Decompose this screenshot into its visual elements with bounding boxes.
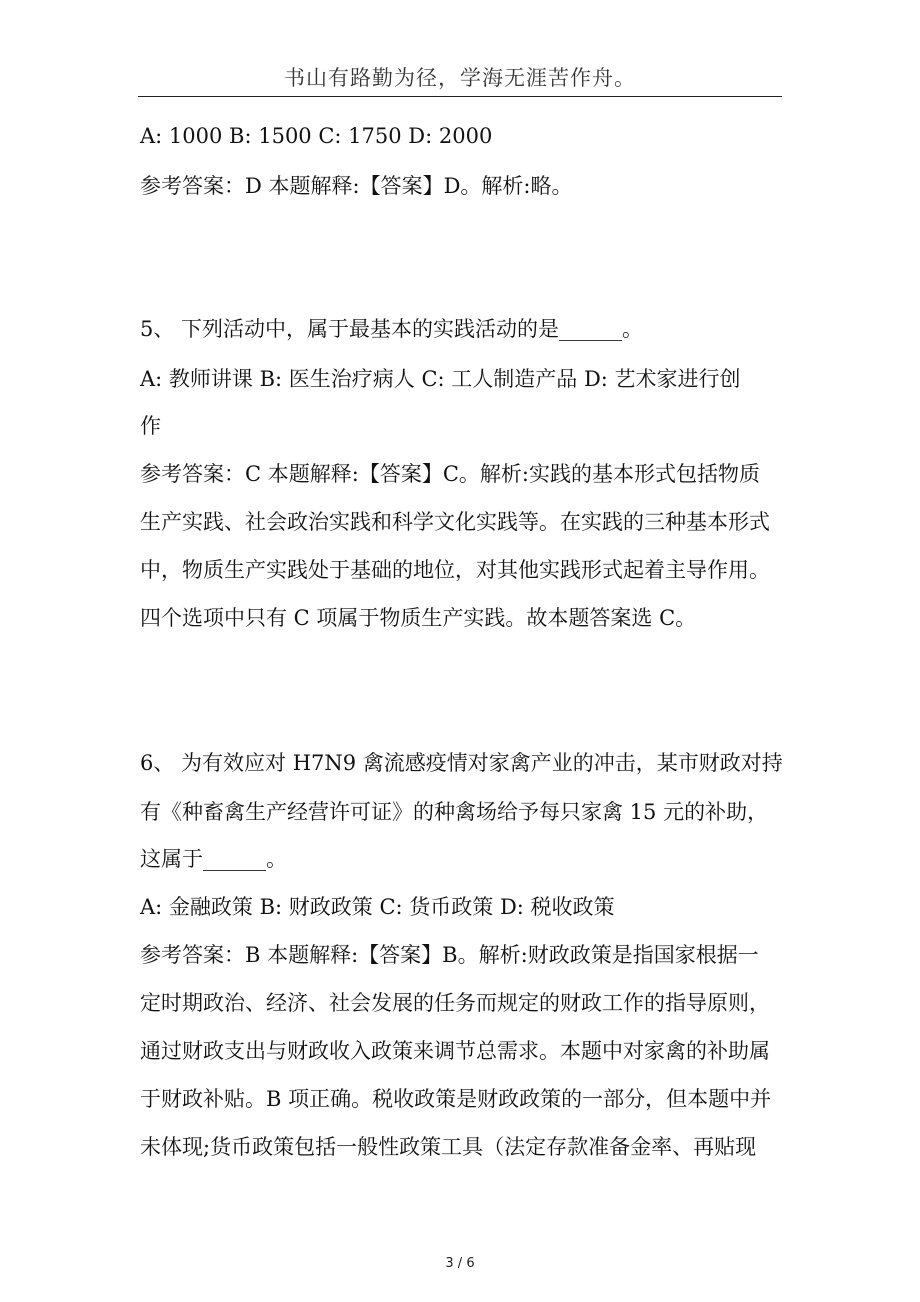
q5-options-line1: A: 教师讲课 B: 医生治疗病人 C: 工人制造产品 D: 艺术家进行创 <box>140 367 741 391</box>
header-divider <box>138 96 782 97</box>
q5-answer-line: 四个选项中只有 C 项属于物质生产实践。故本题答案选 C。 <box>140 606 697 630</box>
q6-answer-line: 通过财政支出与财政收入政策来调节总需求。本题中对家禽的补助属 <box>140 1039 770 1063</box>
q6-answer-line: 参考答案：B 本题解释:【答案】B。解析:财政政策是指国家根据一 <box>140 943 759 967</box>
q5-options-line2: 作 <box>140 414 161 438</box>
q5-answer-line: 参考答案：C 本题解释:【答案】C。解析:实践的基本形式包括物质 <box>140 462 760 486</box>
q6-answer-line: 定时期政治、经济、社会发展的任务而规定的财政工作的指导原则， <box>140 991 770 1015</box>
q6-question-line: 有《种畜禽生产经营许可证》的种禽场给予每只家禽 15 元的补助， <box>140 800 769 824</box>
page-number: 3 / 6 <box>445 1256 475 1271</box>
q6-answer-line: 未体现;货币政策包括一般性政策工具（法定存款准备金率、再贴现 <box>140 1135 757 1159</box>
q6-options: A: 金融政策 B: 财政政策 C: 货币政策 D: 税收政策 <box>140 895 615 919</box>
q5-answer-line: 生产实践、社会政治实践和科学文化实践等。在实践的三种基本形式 <box>140 510 770 534</box>
q5-question: 5、 下列活动中，属于最基本的实践活动的是______。 <box>140 317 644 341</box>
q6-answer-line: 于财政补贴。B 项正确。税收政策是财政政策的一部分，但本题中并 <box>140 1087 772 1111</box>
q6-question-line: 6、 为有效应对 H7N9 禽流感疫情对家禽产业的冲击，某市财政对持 <box>140 751 783 775</box>
q4-answer: 参考答案：D 本题解释:【答案】D。解析:略。 <box>140 174 573 198</box>
page-header-motto: 书山有路勤为径，学海无涯苦作舟。 <box>284 66 636 90</box>
q5-answer-line: 中，物质生产实践处于基础的地位，对其他实践形式起着主导作用。 <box>140 558 770 582</box>
q4-options: A: 1000 B: 1500 C: 1750 D: 2000 <box>140 124 493 148</box>
q6-question-line: 这属于______。 <box>140 847 287 871</box>
